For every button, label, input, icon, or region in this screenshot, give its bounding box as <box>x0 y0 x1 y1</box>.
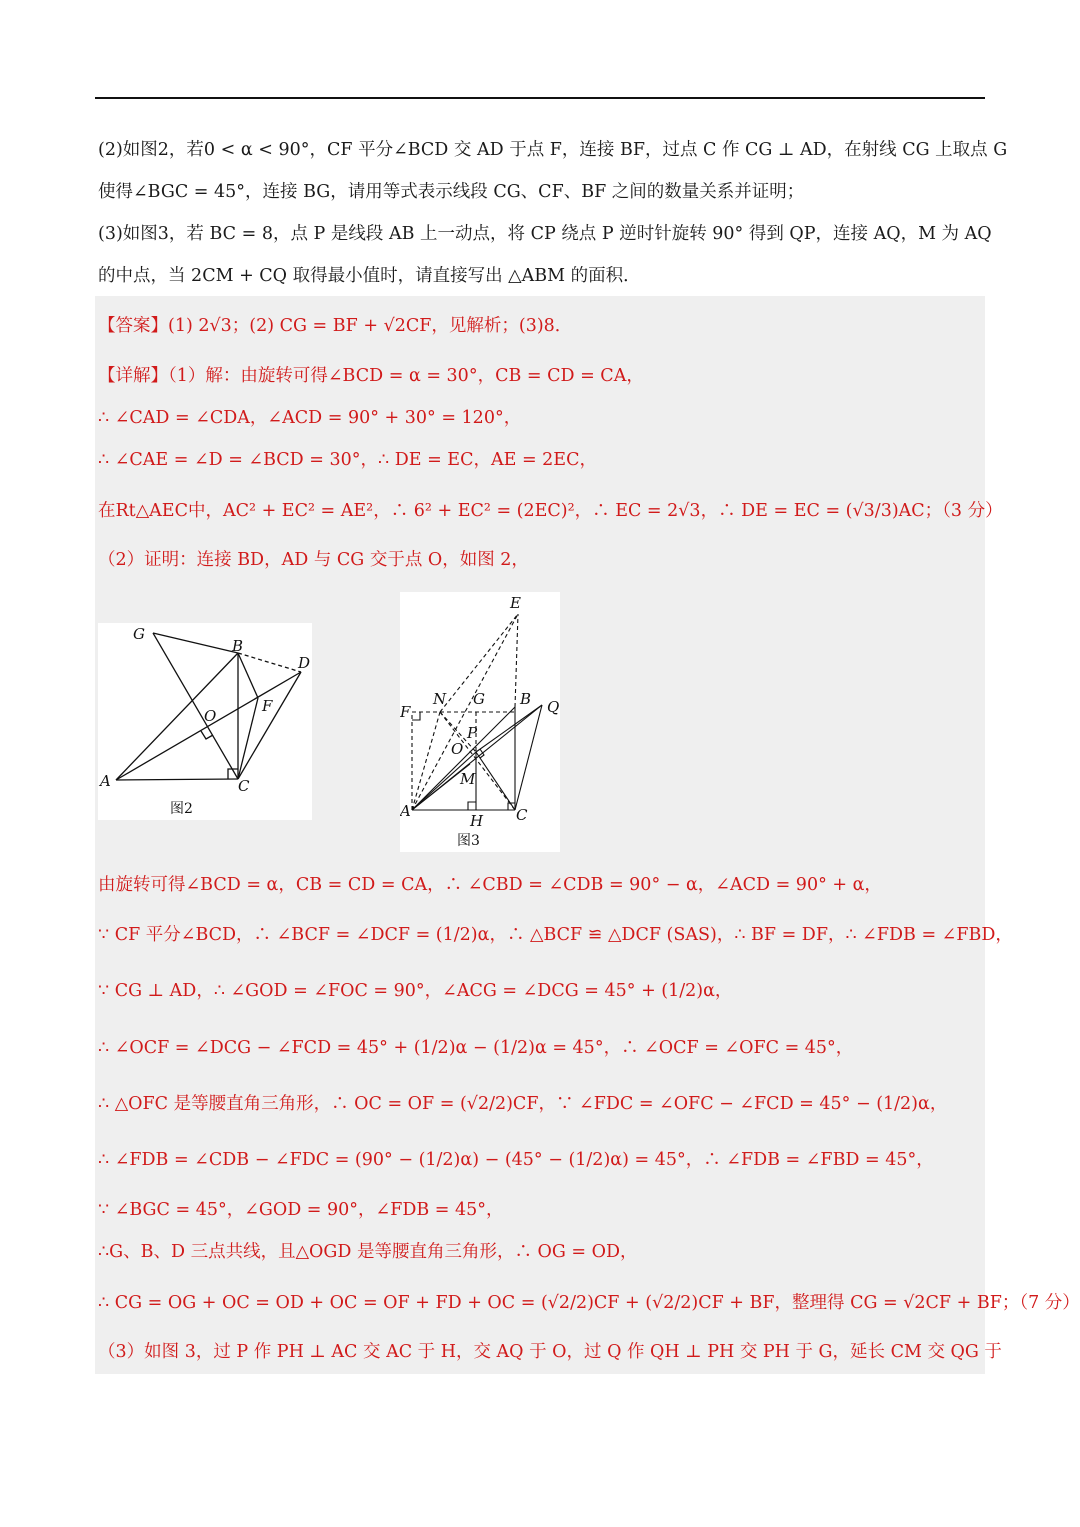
solution-part2-line-6: ∴ ∠FDB = ∠CDB − ∠FDC = (90° − (1/2)α) − (45° − (1/2)α) = 45°，∴ ∠FDB = ∠FBD = 45°， <box>98 1150 934 1170</box>
question-line-2: 使得∠BGC = 45°，连接 BG，请用等式表示线段 CG、CF、BF 之间的数量关系并证明； <box>98 182 805 202</box>
solution-part1-line-2: ∴ ∠CAD = ∠CDA，∠ACD = 90° + 30° = 120°， <box>98 408 522 428</box>
fig3-label-G: G <box>473 690 485 708</box>
fig3-label-P: P <box>467 724 478 742</box>
fig3-label-A: A <box>400 802 411 820</box>
header-rule <box>95 97 985 99</box>
solution-part2-line-5: ∴ △OFC 是等腰直角三角形，∴ OC = OF = (√2/2)CF，∵ ∠FDC = ∠OFC − ∠FCD = 45° − (1/2)α， <box>98 1094 948 1114</box>
solution-part2-line-8: ∴G、B、D 三点共线，且△OGD 是等腰直角三角形，∴ OG = OD， <box>98 1242 638 1262</box>
fig3-label-M: M <box>460 770 476 788</box>
fig2-caption: 图2 <box>170 801 193 817</box>
question-line-4: 的中点，当 2CM + CQ 取得最小值时，请直接写出 △ABM 的面积． <box>98 266 641 286</box>
fig3-label-C: C <box>516 806 528 824</box>
fig2-label-B: B <box>232 637 244 655</box>
fig3-label-E: E <box>510 594 521 612</box>
solution-part2-line-9: ∴ CG = OG + OC = OD + OC = OF + FD + OC = (√2/2)CF + (√2/2)CF + BF，整理得 CG = √2CF + BF；（7 分） <box>98 1293 1080 1313</box>
fig3-label-B: B <box>520 690 532 708</box>
fig3-label-F: F <box>400 703 411 721</box>
solution-part2-line-10: （3）如图 3，过 P 作 PH ⊥ AC 交 AC 于 H，交 AQ 于 O，过 Q 作 QH ⊥ PH 交 PH 于 G，延长 CM 交 QG 于 <box>98 1342 1002 1362</box>
fig2-label-C: C <box>238 777 250 795</box>
fig2-label-G: G <box>133 625 145 643</box>
figure-2 <box>98 623 312 820</box>
solution-part1-line-5: （2）证明：连接 BD，AD 与 CG 交于点 O，如图 2， <box>98 550 529 570</box>
solution-part1-line-1: 【详解】（1）解：由旋转可得∠BCD = α = 30°，CB = CD = CA， <box>98 366 644 386</box>
fig2-label-O: O <box>204 707 217 725</box>
fig3-label-N: N <box>433 690 447 708</box>
fig3-label-O: O <box>451 740 464 758</box>
solution-part2-line-3: ∵ CG ⊥ AD，∴ ∠GOD = ∠FOC = 90°，∠ACG = ∠DCG = 45° + (1/2)α， <box>98 981 733 1001</box>
solution-part2-line-1: 由旋转可得∠BCD = α，CB = CD = CA，∴ ∠CBD = ∠CDB = 90° − α，∠ACD = 90° + α， <box>98 875 882 895</box>
fig3-label-Q: Q <box>547 698 560 716</box>
fig3-label-H: H <box>470 812 484 830</box>
solution-part1-line-4: 在Rt△AEC中，AC² + EC² = AE²，∴ 6² + EC² = (2EC)²，∴ EC = 2√3，∴ DE = EC = (√3/3)AC；（3 分） <box>98 501 1003 521</box>
solution-part2-line-4: ∴ ∠OCF = ∠DCG − ∠FCD = 45° + (1/2)α − (1/2)α = 45°，∴ ∠OCF = ∠OFC = 45°， <box>98 1038 854 1058</box>
question-line-3: (3)如图3，若 BC = 8，点 P 是线段 AB 上一动点，将 CP 绕点 P 逆时针旋转 90° 得到 QP，连接 AQ，M 为 AQ <box>98 224 992 244</box>
solution-part1-line-3: ∴ ∠CAE = ∠D = ∠BCD = 30°，∴ DE = EC，AE = 2EC， <box>98 450 597 470</box>
question-line-1: (2)如图2，若0 < α < 90°，CF 平分∠BCD 交 AD 于点 F，连接 BF，过点 C 作 CG ⊥ AD，在射线 CG 上取点 G <box>98 140 1008 160</box>
fig2-label-F: F <box>262 697 273 715</box>
solution-part2-line-7: ∵ ∠BGC = 45°，∠GOD = 90°，∠FDB = 45°， <box>98 1200 504 1220</box>
answer-line: 【答案】(1) 2√3；(2) CG = BF + √2CF，见解析；(3)8． <box>98 316 573 336</box>
fig2-label-D: D <box>298 654 311 672</box>
fig2-label-A: A <box>100 772 111 790</box>
solution-part2-line-2: ∵ CF 平分∠BCD，∴ ∠BCF = ∠DCF = (1/2)α，∴ △BCF ≌ △DCF (SAS)，∴ BF = DF，∴ ∠FDB = ∠FBD， <box>98 925 1013 945</box>
fig3-caption: 图3 <box>457 833 480 849</box>
figure-3 <box>400 592 560 852</box>
